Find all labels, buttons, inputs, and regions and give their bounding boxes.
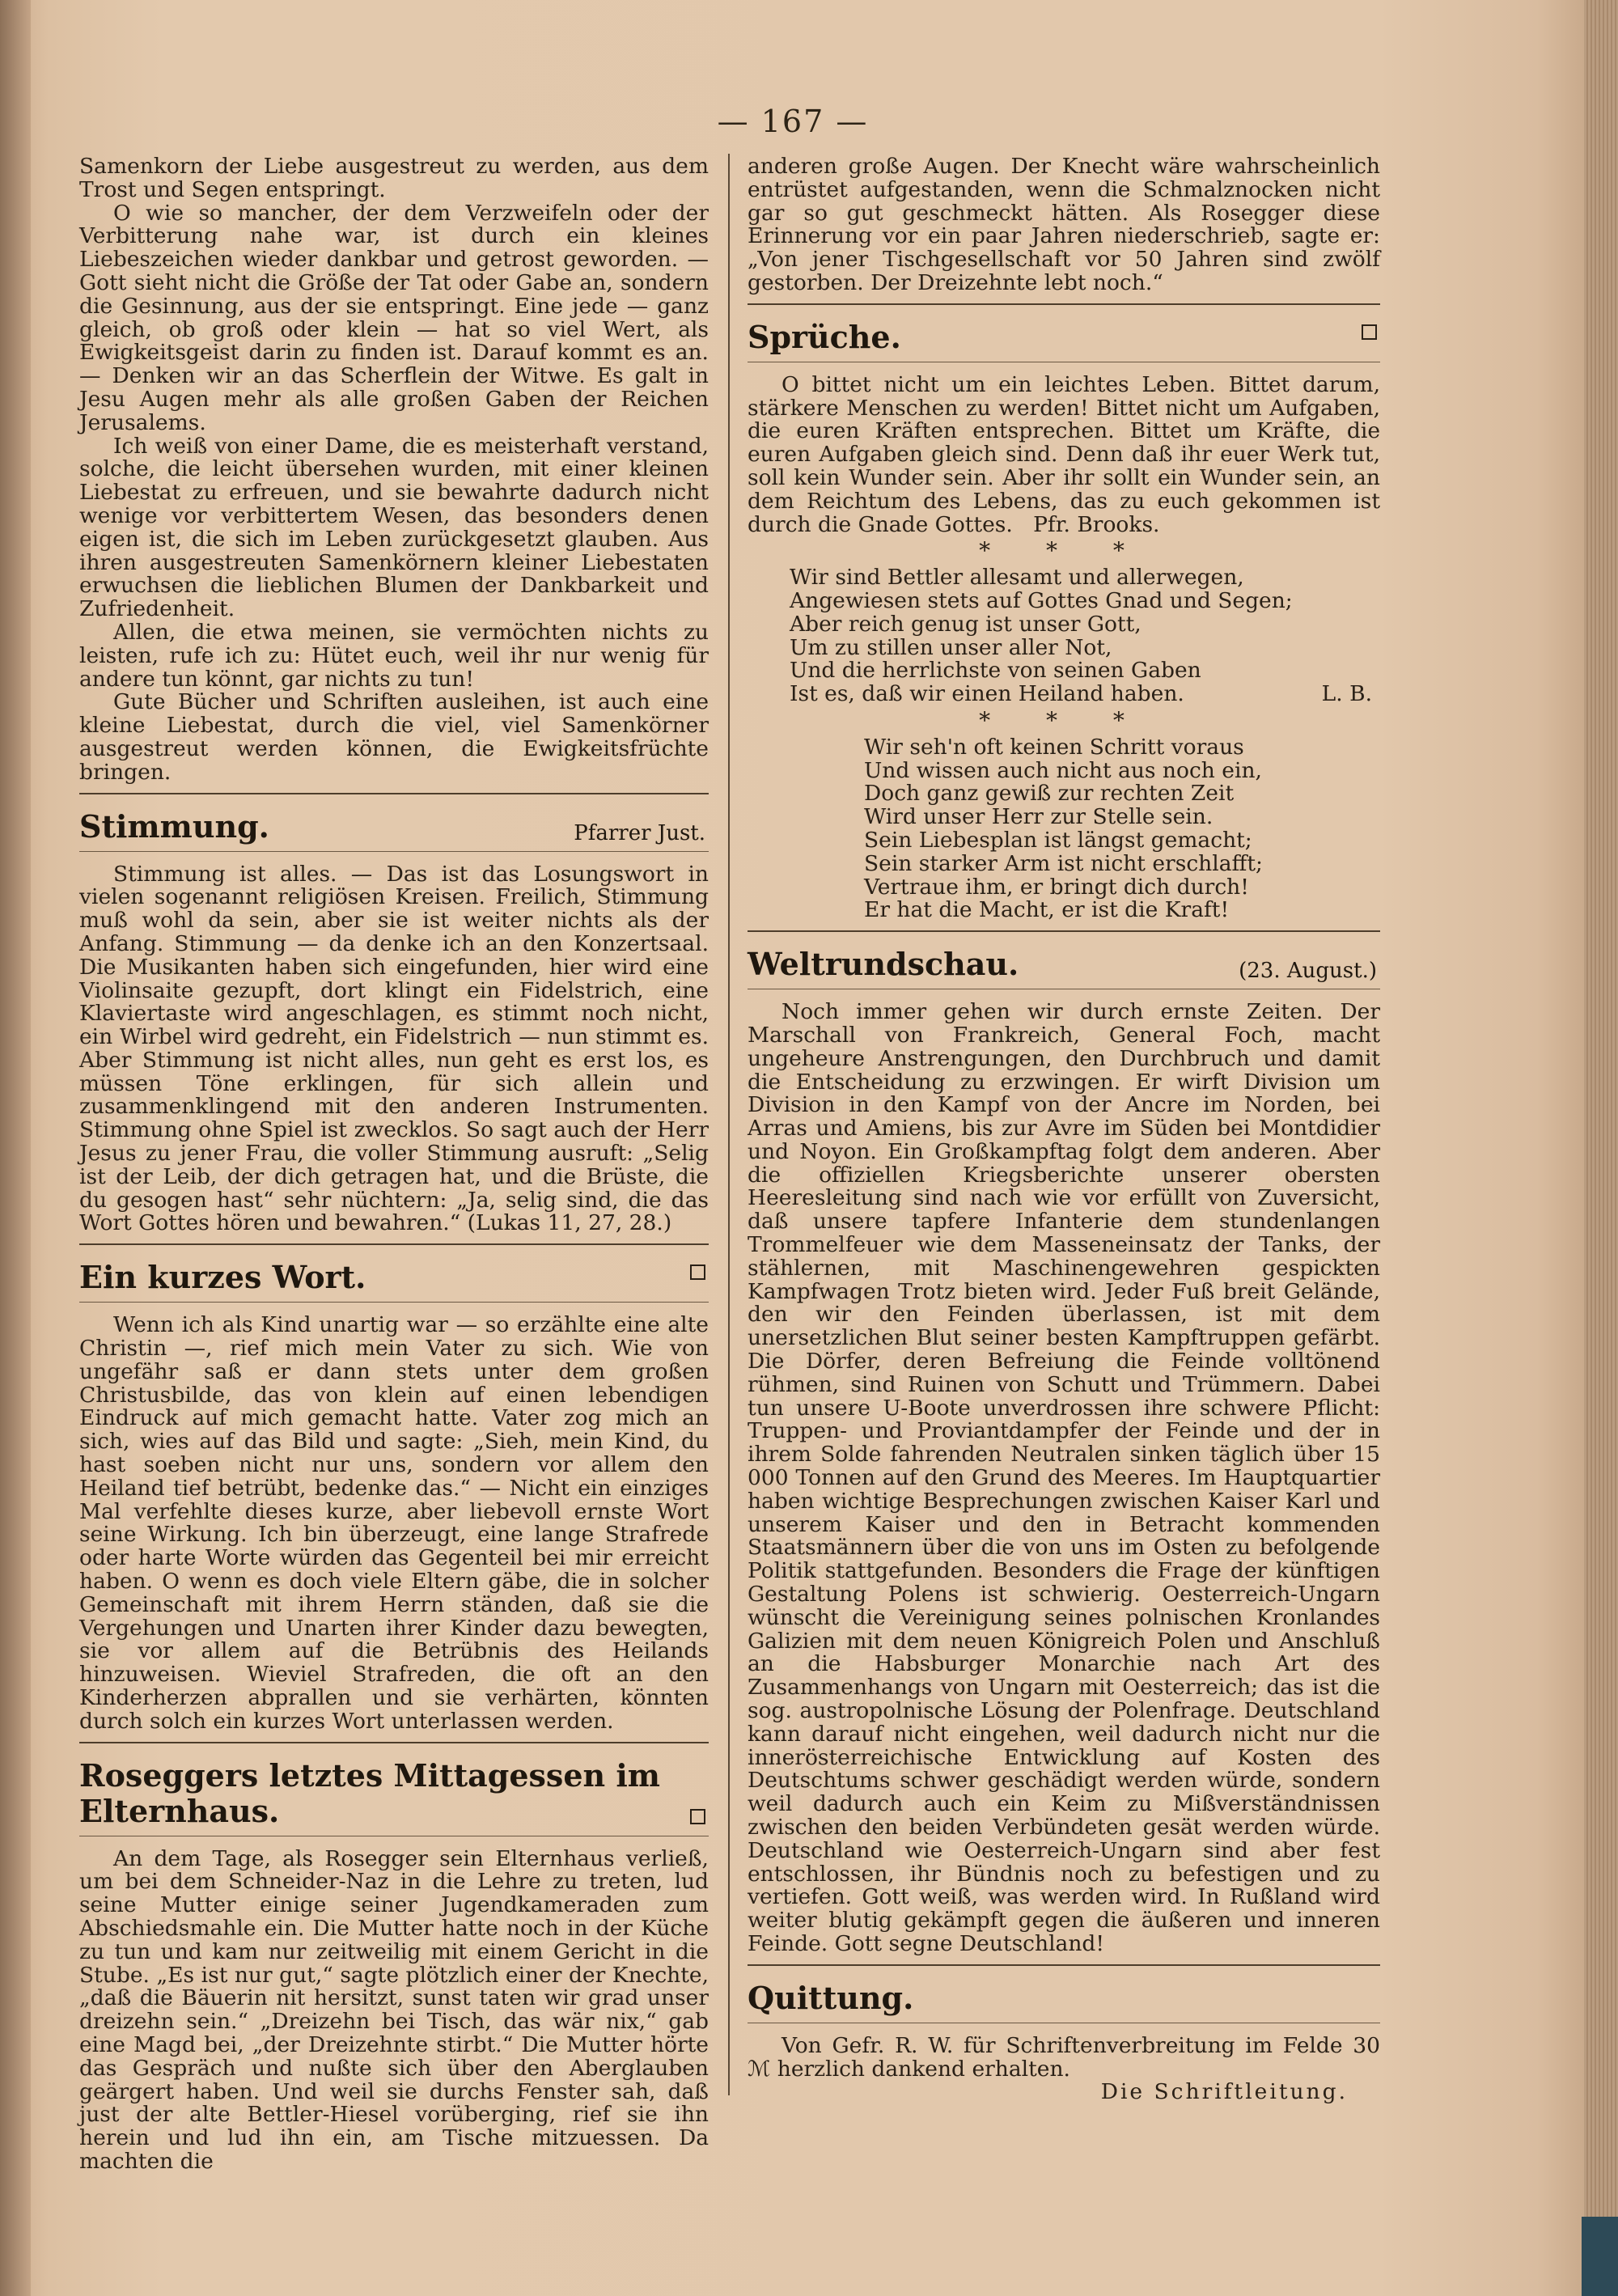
- column-divider: [728, 154, 730, 2095]
- poem-line: Und die herrlichste von seinen Gaben: [790, 658, 1201, 684]
- heading-title: Stimmung.: [79, 807, 269, 845]
- rosegger-text: An dem Tage, als Rosegger sein Elternhaus verließ, um bei dem Schneider-Naz in die Lehre zu treten, lud seine Mutter einige seiner Jugendkameraden zum Abschiedsmahle ein. Die Mutter hatte noch in der Küche zu tun und kam nur zeitweilig mit einem Gericht in die Stube. „Es ist nur gut,“ sagte plötzlich einer der Knechte, „daß die Bäuerin nit hersitzt, sunst taten wir grad unser dreizehn sein.“ „Dreizehn bei Tisch, das wär nix,“ gab eine Magd bei, „der Dreizehnte stirbt.“ Die Mutter hörte das Gespräch und nußte sich über den Aberglauben geärgert haben. Und weil sie durchs Fenster sah, daß just der alte Bettler-Hiesel vorüberging, rief sie ihn herein und lud ihn ein, am Tische mitzuessen. Da machten die: [79, 1845, 709, 2174]
- weltrundschau-text: Noch immer gehen wir durch ernste Zeiten. Der Marschall von Frankreich, General Foch, macht ungeheure Anstrengungen, den Durchbruch und damit die Entscheidung zu erzwingen. Er wirft Division um Division in den Kampf von der Ancre im Norden, bei Arras und Amiens, bis zur Avre im Süden bei Montdidier und Noyon. Ein Großkampftag folgt dem anderen. Aber die offiziellen Kriegsberichte unserer obersten Heeresleitung sind nach wie vor erfüllt von Zuversicht, daß unsere tapfere Infanterie dem stundenlangen Trommelfeuer wie dem Masseneinsatz der Tanks, der stählernen, mit Maschinengewehren gespickten Kampfwagen Trotz bieten wird. Jeder Fuß breit Gelände, den wir den Feinden überlassen, ist mit dem unersetzlichen Blut seiner besten Kampftruppen gefärbt. Die Dörfer, deren Befreiung die Feinde volltönend rühmen, sind Ruinen von Schutt und Trümmern. Dabei tun unsere U-Boote unverdrossen ihre schwere Pflicht: Truppen- und Proviantdampfer der Feinde und der in ihrem Solde fahrenden Neutralen sinken täglich über 15 000 Tonnen auf den Grund des Meeres. Im Hauptquartier haben wichtige Besprechungen zwischen Kaiser Karl und unserem Kaiser und den in Betracht kommenden Staatsmännern über die von uns im Osten zu befolgende Politik stattgefunden. Besonders die Frage der künftigen Gestaltung Polens ist schwierig. Oesterreich-Ungarn wünscht die Vereinigung seines polnischen Kronlandes Galizien mit dem neuen Königreich Polen und Anschluß an die Habsburger Monarchie nach Art des Zusammenhangs von Ungarn mit Oesterreich; das ist die sog. austropolnische Lösung der Polenfrage. Deutschland kann darauf nicht eingehen, weil dadurch nicht nur die innerösterreichische Entwicklung auf Kosten des Deutschtums schwer geschädigt werden würde, sondern weil dadurch auch ein Keim zu Mißverständnissen zwischen den beiden Verbündeten gesät werden würde. Deutschland wie Oesterreich-Ungarn sind aber fest entschlossen, ihr Bündnis noch zu befestigen und zu vertiefen. Gott weiß, was werden wird. In Rußland wird weiter blutig gekämpft gegen die äußeren und inneren Feinde. Gott segne Deutschland!: [748, 999, 1380, 1956]
- poem-2: [748, 736, 1380, 922]
- section-heading-kurzes-wort: [79, 1243, 709, 1303]
- star-separator: * * *: [979, 706, 1149, 734]
- intro-paragraph: O wie so mancher, der dem Verzweifeln oder der Verbitterung nahe war, ist durch ein kleines Liebeszeichen wieder dankbar und getrost geworden. — Gott sieht nicht die Größe der Tat oder Gabe an, sondern die Gesinnung, aus der sie entspringt. Eine jede — ganz gleich, ob groß oder klein — hat so viel Wert, als Ewigkeitsgeist darin zu finden ist. Darauf kommt es an. — Denken wir an das Scherflein der Witwe. Es galt in Jesu Augen mehr als alle großen Gaben der Reichen Jerusalems.: [79, 200, 709, 435]
- poem-line: Aber reich genug ist unser Gott,: [790, 611, 1141, 637]
- right-column: [748, 155, 1380, 2104]
- left-column: [79, 155, 709, 2174]
- rosegger-continued: anderen große Augen. Der Knecht wäre wahrscheinlich entrüstet aufgestanden, wenn die Schmalznocken nicht gar so gut geschmeckt hätten. Als Rosegger diese Erinnerung vor ein paar Jahren niederschrieb, sagte er: „Von jener Tischgesellschaft vor 50 Jahren sind zwölf gestorben. Der Dreizehnte lebt noch.“: [748, 154, 1380, 295]
- spruch-text: [748, 371, 1380, 537]
- poem-line: Doch ganz gewiß zur rechten Zeit: [864, 781, 1235, 807]
- heading-title: Weltrundschau.: [748, 946, 1019, 983]
- poem-line: Um zu stillen unser aller Not,: [790, 634, 1112, 660]
- quittung-text: Von Gefr. R. W. für Schriftenverbreitung im Felde 30 ℳ herzlich dankend erhalten.: [748, 2032, 1380, 2082]
- book-cover-corner: [1582, 2217, 1618, 2296]
- poem-line: Ist es, daß wir einen Heiland haben.: [790, 681, 1184, 707]
- intro-paragraph: Allen, die etwa meinen, sie vermöchten nichts zu leisten, rufe ich zu: Hütet euch, weil ihr nur wenig für andere tun könnt, gar nichts zu tun!: [79, 619, 709, 692]
- square-ornament-icon: [690, 1809, 705, 1824]
- intro-paragraph: Samenkorn der Liebe ausgestreut zu werden, aus dem Trost und Segen entspringt.: [79, 154, 709, 202]
- poem-line: Wir seh'n oft keinen Schritt voraus: [864, 734, 1244, 760]
- stimmung-text: Stimmung ist alles. — Das ist das Losungswort in vielen sogenannt religiösen Kreisen. Freilich, Stimmung muß wohl da sein, aber sie ist weiter nichts als der Anfang. Stimmung — da denke ich an den Konzertsaal. Die Musikanten haben sich eingefunden, hier wird eine Violinsaite gezupft, dort klingt ein Fidelstrich, eine Klaviertaste wird angeschlagen, es stimmt noch nicht, ein Wirbel wird gedreht, ein Fidelstrich — nun stimmt es. Aber Stimmung ist nicht alles, nun geht es erst los, es müssen Töne erklingen, für sich allein und zusammenklingend mit den anderen Instrumenten. Stimmung ohne Spiel ist zwecklos. So sagt auch der Herr Jesus zu jener Frau, die voller Stimmung ausruft: „Selig ist der Leib, der dich getragen hat, und die Brüste, die du gesogen hast“ sehr nüchtern: „Ja, selig sind, die das Wort Gottes hören und bewahren.“ (Lukas 11, 27, 28.): [79, 861, 709, 1236]
- binding-shadow: [0, 0, 31, 2296]
- spruch-author: Pfr. Brooks.: [1033, 511, 1160, 537]
- star-separator: * * *: [979, 537, 1149, 565]
- poem-line: Vertraue ihm, er bringt dich durch!: [864, 874, 1249, 900]
- heading-title: Quittung.: [748, 1979, 914, 2016]
- poem-1: [748, 566, 1380, 706]
- poem-line: Sein starker Arm ist nicht erschlafft;: [864, 850, 1263, 876]
- page-number: — 167 —: [717, 104, 869, 139]
- poem-author: L. B.: [1321, 681, 1372, 707]
- intro-paragraph: Ich weiß von einer Dame, die es meisterhaft verstand, solche, die leicht übersehen wurden, mit einer kleinen Liebestat zu erfreuen, und sie bewahrte dadurch nicht wenige vor verbittertem Wesen, das besonders denen eigen ist, die sich im Leben zurückgesetzt glauben. Aus ihren ausgestreuten Samenkörnern kleiner Liebestaten erwuchsen die lieblichen Blumen der Dankbarkeit und Zufriedenheit.: [79, 433, 709, 622]
- poem-line-last: [790, 683, 1380, 706]
- heading-title: Sprüche.: [748, 318, 901, 355]
- section-heading-quittung: [748, 1964, 1380, 2023]
- heading-date: (23. August.): [1239, 959, 1377, 984]
- heading-title: Roseggers letztes Mittagessen im Elternhaus.: [79, 1756, 660, 1829]
- signature: Die Schriftleitung.: [1100, 2079, 1348, 2105]
- spruch-body: O bittet nicht um ein leichtes Leben. Bittet darum, stärkere Menschen zu werden! Bittet nicht um Aufgaben, die euren Kräften entsprechen. Bittet um Kräfte, die euren Aufgaben gleich sind. Denn daß ihr euer Werk tut, soll kein Wunder sein. Aber ihr sollt ein Wunder sein, an dem Reichtum des Lebens, das zu euch gekommen ist durch die Gnade Gottes.: [748, 371, 1380, 537]
- poem-line: Wir sind Bettler allesamt und allerwegen,: [790, 565, 1244, 591]
- section-heading-rosegger: [79, 1742, 709, 1836]
- square-ornament-icon: [1362, 324, 1377, 340]
- heading-title: Ein kurzes Wort.: [79, 1259, 366, 1296]
- poem-line: Sein Liebesplan ist längst gemacht;: [864, 827, 1252, 853]
- poem-line: Wird unser Herr zur Stelle sein.: [864, 804, 1214, 830]
- poem-line: Und wissen auch nicht aus noch ein,: [864, 757, 1262, 783]
- kurzes-wort-text: Wenn ich als Kind unartig war — so erzählte eine alte Christin —, rief mich mein Vater zu sich. Wie von ungefähr saß er dann stets unter dem großen Christusbilde, das von klein auf einen lebendigen Eindruck auf mich gemacht hatte. Vater zog mich an sich, wies auf das Bild und sagte: „Sieh, mein Kind, du hast soeben nicht nur uns, sondern vor allem den Heiland tief betrübt, bedenke das.“ — Nicht ein einziges Mal verfehlte dieses kurze, aber liebevoll ernste Wort seine Wirkung. Ich bin überzeugt, eine lange Strafrede oder harte Worte würden das Gegenteil bei mir erreicht haben. O wenn es doch viele Eltern gäbe, die in solcher Gemeinschaft mit ihrem Herrn ständen, daß sie die Vergehungen und Unarten ihrer Kinder dazu bewegten, sie vor allem auf die Betrübnis des Heilands hinzuweisen. Wieviel Strafreden, die oft an den Kinderherzen abprallen und sie verhärten, könnten durch solch ein kurzes Wort unterlassen werden.: [79, 1312, 709, 1734]
- section-heading-weltrundschau: [748, 930, 1380, 989]
- square-ornament-icon: [690, 1264, 705, 1280]
- poem-line: Er hat die Macht, er ist die Kraft!: [864, 897, 1230, 923]
- section-heading-stimmung: [79, 793, 709, 852]
- intro-paragraph: Gute Bücher und Schriften ausleihen, ist auch eine kleine Liebestat, durch die viel, viel Samenkörner ausgestreut werden können, die Ewigkeitsfrüchte bringen.: [79, 689, 709, 785]
- section-heading-sprueche: [748, 303, 1380, 362]
- heading-author: Pfarrer Just.: [574, 820, 705, 845]
- page-stack-edge: [1584, 0, 1618, 2296]
- poem-line: Angewiesen stets auf Gottes Gnad und Segen;: [790, 587, 1293, 613]
